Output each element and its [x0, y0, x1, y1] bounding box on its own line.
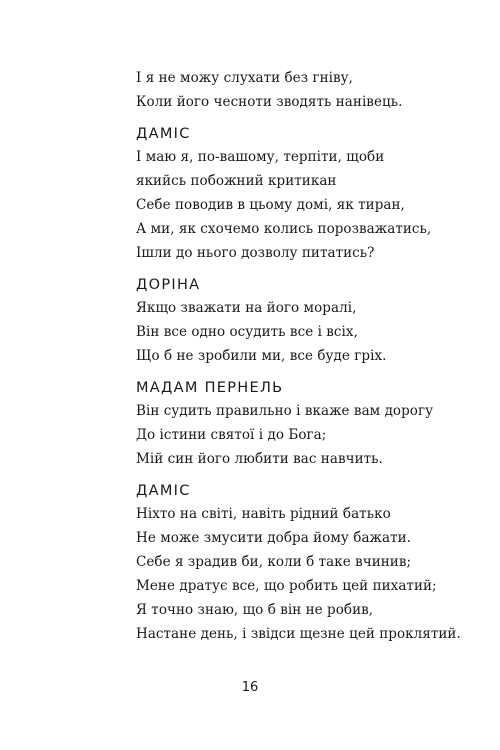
- verse-line: Себе поводив в цьому домі, як тиран,: [136, 197, 405, 213]
- verse-block-2: [136, 123, 456, 265]
- page-number: 16: [241, 680, 259, 695]
- speaker-name: МАДАМ ПЕРНЕЛЬ: [136, 380, 284, 396]
- speaker-name: ДАМІС: [136, 483, 191, 499]
- verse-line: Себе я зрадив би, коли б таке вчинив;: [136, 554, 412, 570]
- verse-line: Він все одно осудить все і всіх,: [136, 324, 358, 340]
- verse-line: А ми, як схочемо колись порозважатись,: [136, 221, 432, 237]
- speaker-name: ДОРІНА: [136, 277, 201, 293]
- verse-line: Мій син його любити вас навчить.: [136, 451, 383, 467]
- verse-line: Не може змусити добра йому бажати.: [136, 530, 412, 546]
- verse-line: Настане день, і звідси щезне цей проклятий.: [136, 626, 461, 642]
- verse-block-5: [136, 480, 461, 646]
- verse-line: Ішли до нього дозволу питатись?: [136, 245, 375, 261]
- verse-block-3: [136, 274, 456, 368]
- verse-line: Ніхто на світі, навіть рідний батько: [136, 506, 391, 522]
- verse-block-1: [136, 66, 456, 114]
- verse-line: До істини святої і до Бога;: [136, 427, 327, 443]
- page-content: [136, 66, 461, 646]
- speaker-name: ДАМІС: [136, 126, 191, 142]
- verse-line: Мене дратує все, що робить цей пихатий;: [136, 578, 437, 594]
- verse-line: І маю я, по-вашому, терпіти, щоби: [136, 149, 385, 165]
- verse-line: Коли його чесноти зводять нанівець.: [136, 94, 403, 110]
- verse-line: Що б не зробили ми, все буде гріх.: [136, 348, 387, 364]
- verse-line: Він судить правильно і вкаже вам дорогу: [136, 403, 434, 419]
- verse-line: Я точно знаю, що б він не робив,: [136, 602, 374, 618]
- verse-line: якийсь побожний критикан: [136, 173, 337, 189]
- verse-line: І я не можу слухати без гніву,: [136, 70, 353, 86]
- verse-line: Якщо зважати на його моралі,: [136, 300, 357, 316]
- verse-block-4: [136, 377, 456, 471]
